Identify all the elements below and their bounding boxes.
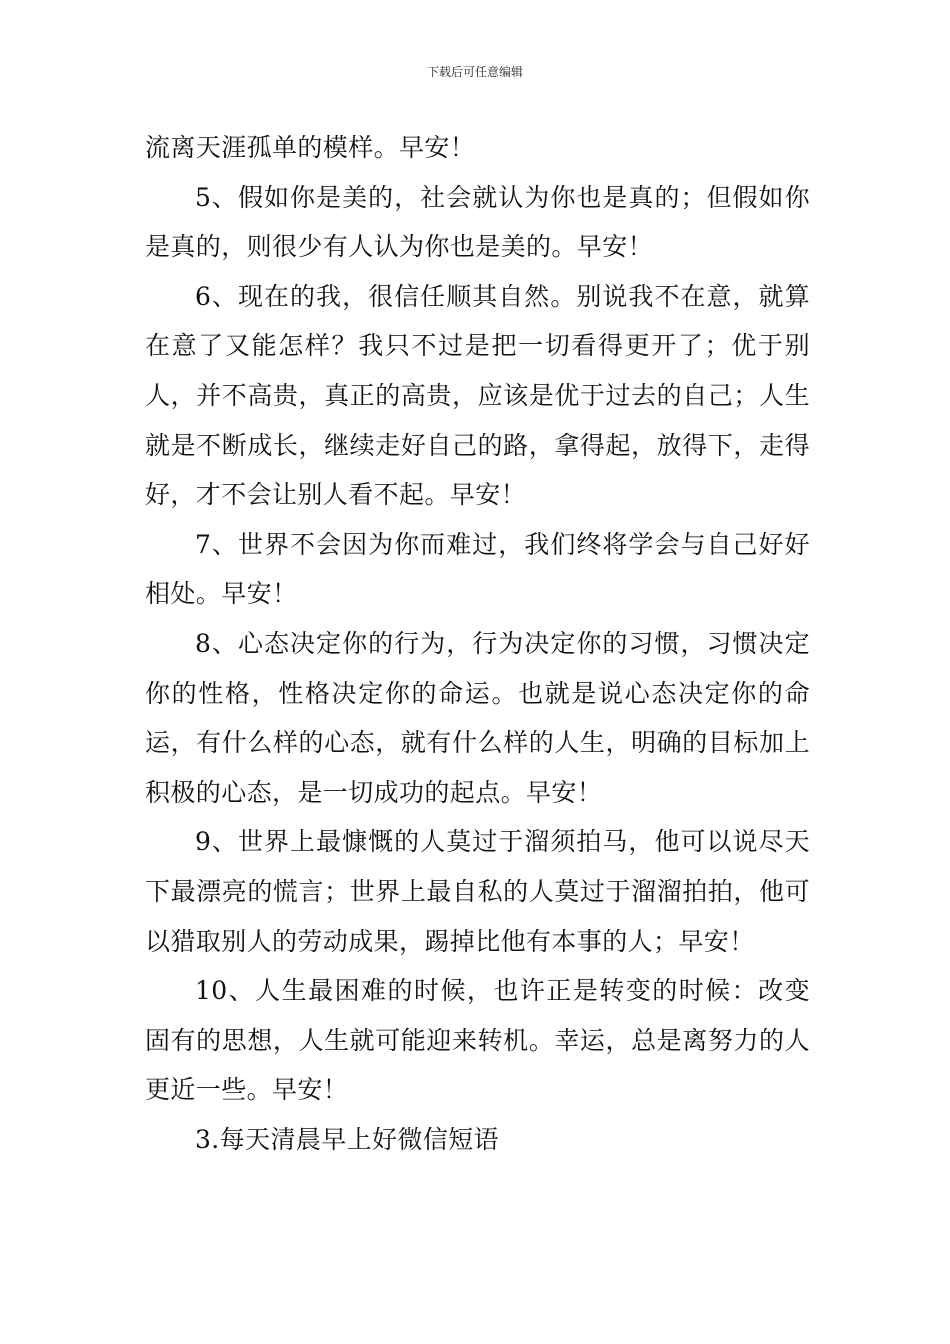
document-body [145,123,810,1164]
paragraph-item-7: 7、世界不会因为你而难过，我们终将学会与自己好好相处。早安！ [145,529,810,609]
page-header-note: 下载后可任意编辑 [426,65,523,79]
section-heading: 3.每天清晨早上好微信短语 [195,1124,500,1154]
paragraph-item-9: 9、世界上最慷慨的人莫过于溜须拍马，他可以说尽天下最漂亮的慌言；世界上最自私的人莫过于溜溜拍拍，他可以猎取别人的劳动成果，踢掉比他有本事的人；早安！ [145,827,810,956]
paragraph-item-10: 10、人生最困难的时候，也许正是转变的时候：改变固有的思想，人生就可能迎来转机。幸运，总是离努力的人更近一些。早安！ [145,976,810,1105]
paragraph-continuation: 流离天涯孤单的模样。早安！ [145,133,476,162]
paragraph-item-8: 8、心态决定你的行为，行为决定你的习惯，习惯决定你的性格，性格决定你的命运。也就是说心态决定你的命运，有什么样的心态，就有什么样的人生，明确的目标加上积极的心态，是一切成功的起点。早安！ [145,628,810,807]
paragraph-item-5: 5、假如你是美的，社会就认为你也是真的；但假如你是真的，则很少有人认为你也是美的。早安！ [145,182,810,262]
paragraph-item-6: 6、现在的我，很信任顺其自然。别说我不在意，就算在意了又能怎样？我只不过是把一切看得更开了；优于别人，并不高贵，真正的高贵，应该是优于过去的自己；人生就是不断成长，继续走好自己的路，拿得起，放得下，走得好，才不会让别人看不起。早安！ [145,281,810,510]
